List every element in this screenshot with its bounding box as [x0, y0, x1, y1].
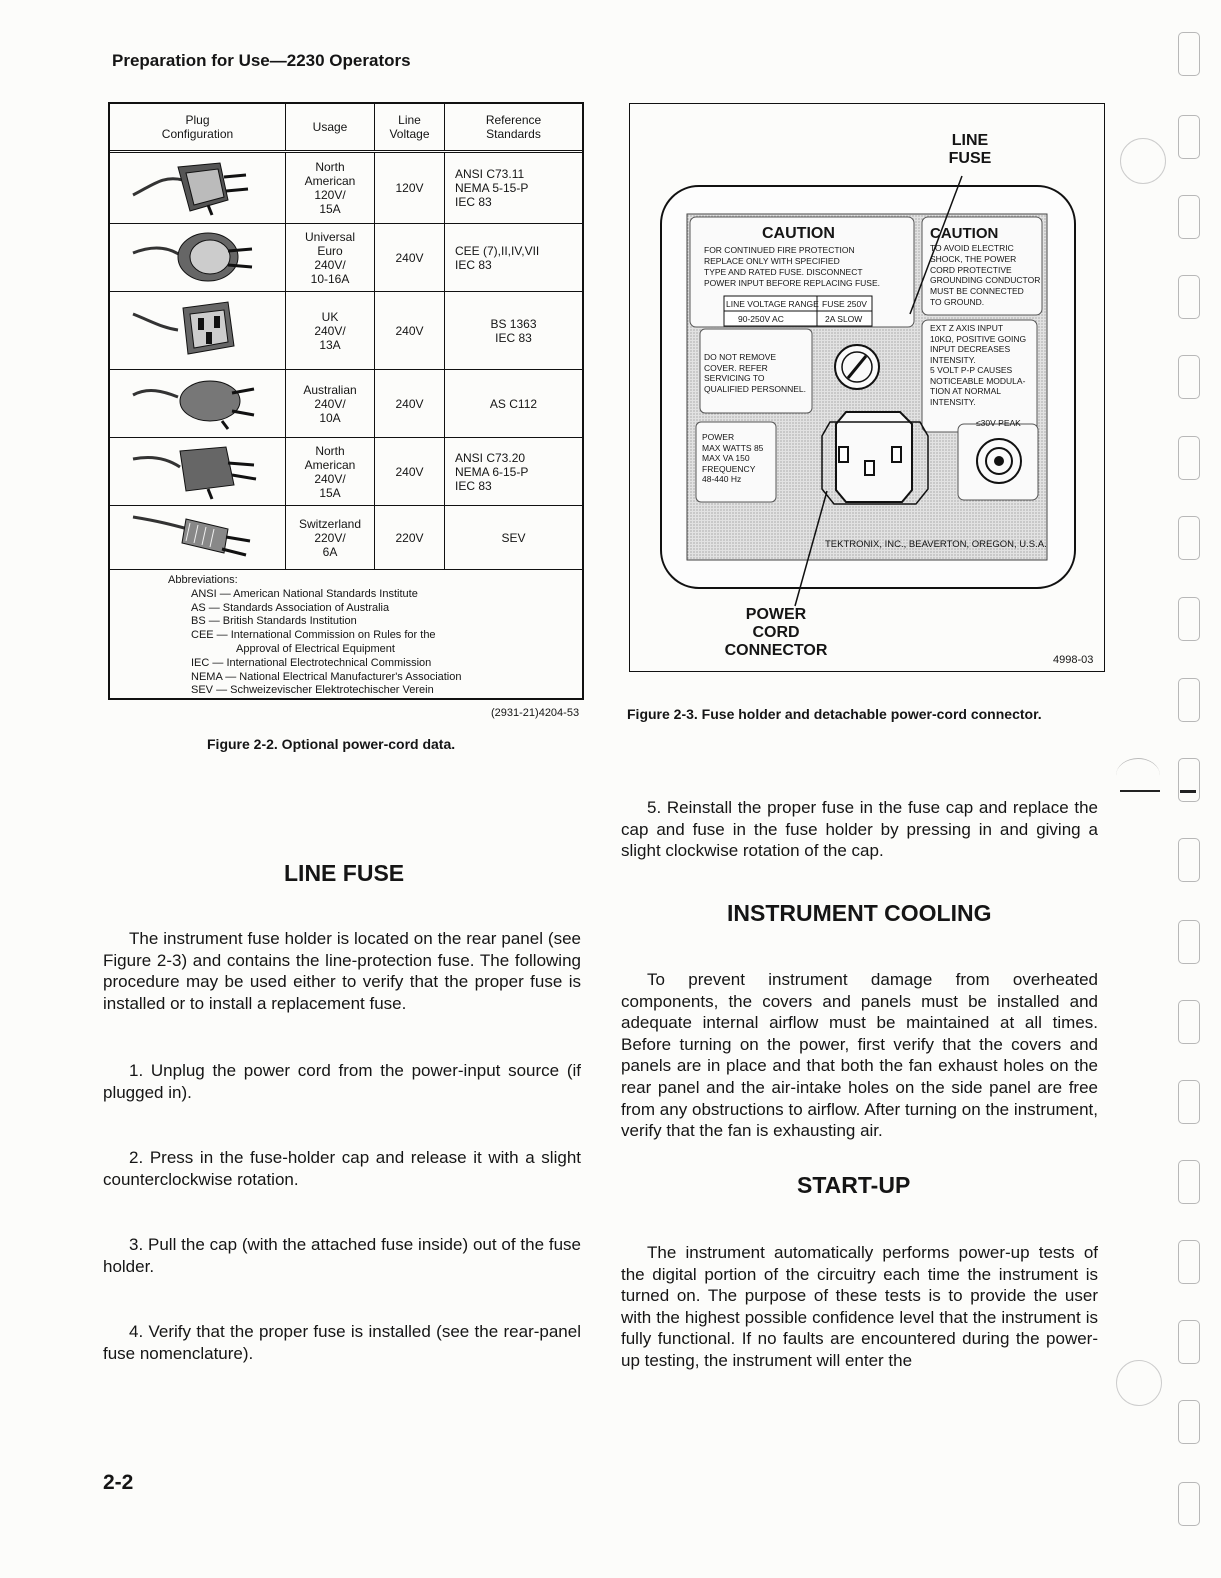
abbreviation-item: AS — Standards Association of Australia — [191, 601, 390, 614]
col-header-usage: Usage — [286, 104, 375, 152]
table-row — [110, 370, 582, 438]
power-rating-text: POWER MAX WATTS 85 MAX VA 150 FREQUENCY 48-440 Hz — [702, 432, 764, 484]
col-header-plug: Plug Configuration — [110, 104, 286, 152]
abbreviation-item: ANSI — American National Standards Institute — [191, 587, 418, 600]
usage-cell: Australian 240V/ 10A — [286, 370, 375, 438]
plug-image-north-american-240v — [110, 438, 286, 506]
table-row — [110, 224, 582, 292]
plug-image-uk — [110, 292, 286, 370]
abbreviation-item: SEV — Schweizevischer Elektrotechischer Verein — [191, 684, 434, 697]
page-number: 2-2 — [103, 1471, 134, 1494]
col-header-standards: Reference Standards — [445, 104, 583, 152]
figure-code: (2931-21)4204-53 — [491, 707, 580, 719]
table-row — [110, 152, 582, 224]
caution2-text: TO AVOID ELECTRIC SHOCK, THE POWER CORD PROTECTIVE GROUNDING CONDUCTOR MUST BE CONNECTED TO GROUND. — [930, 243, 1041, 307]
abbreviation-item: BS — British Standards Institution — [191, 615, 357, 628]
start-up-text: The instrument automatically performs power-up tests of the digital portion of the circuitry each time the instrument is turned on. The purpose of these tests is to provide the user with the highest possible confidence level that the instrument is fully functional. If no faults are encountered during the power-up testing, the instrument will enter the — [621, 1243, 1098, 1370]
abbreviation-item: NEMA — National Electrical Manufacturer's Association — [191, 670, 462, 683]
plug-image-australian — [110, 370, 286, 438]
step-5: 5. Reinstall the proper fuse in the fuse cap and replace the cap and fuse in the fuse holder by pressing in and giving a slight clockwise rotation of the cap. — [621, 798, 1098, 861]
peak-voltage: ≤30V PEAK — [976, 418, 1021, 428]
running-header: Preparation for Use—2230 Operators — [112, 51, 411, 70]
voltage-cell: 240V — [375, 224, 445, 292]
table-row — [110, 506, 582, 570]
manufacturer-text: TEKTRONIX, INC., BEAVERTON, OREGON, U.S.A. — [825, 539, 1047, 550]
step-1: 1. Unplug the power cord from the power-input source (if plugged in). — [103, 1061, 581, 1102]
caution-title: CAUTION — [762, 225, 835, 242]
table-row — [110, 438, 582, 506]
fuse-rating: FUSE 250V — [822, 299, 867, 309]
voltage-cell: 240V — [375, 438, 445, 506]
step-2: 2. Press in the fuse-holder cap and release it with a slight counterclockwise rotation. — [103, 1148, 581, 1189]
abbreviations — [168, 574, 462, 698]
voltage-value: 90-250V AC — [738, 314, 784, 324]
caution-text: FOR CONTINUED FIRE PROTECTION REPLACE ONLY WITH SPECIFIED TYPE AND RATED FUSE. DISCONNECT POWER INPUT BEFORE REPLACING FUSE. — [704, 245, 881, 288]
abbreviation-item: CEE — International Commission on Rules for the — [191, 629, 436, 642]
line-voltage-range: LINE VOLTAGE RANGE — [726, 299, 819, 309]
rear-panel-drawing — [630, 104, 1106, 673]
fuse-holder-figure — [629, 103, 1105, 672]
usage-cell: North American 240V/ 15A — [286, 438, 375, 506]
voltage-cell: 220V — [375, 506, 445, 570]
usage-cell: Switzerland 220V/ 6A — [286, 506, 375, 570]
abbreviation-item: Approval of Electrical Equipment — [236, 642, 395, 655]
caution2-title: CAUTION — [930, 225, 999, 242]
start-up-heading: START-UP — [797, 1172, 911, 1198]
power-cord-connector-label: POWER CORD CONNECTOR — [724, 606, 828, 659]
instrument-cooling-heading: INSTRUMENT COOLING — [727, 900, 992, 926]
standards-cell: SEV — [445, 506, 583, 570]
standards-cell: CEE (7),II,IV,VII IEC 83 — [445, 224, 583, 292]
plug-image-north-american-120v — [110, 152, 286, 224]
voltage-cell: 120V — [375, 152, 445, 224]
figure-caption: Figure 2-2. Optional power-cord data. — [207, 736, 456, 752]
voltage-cell: 240V — [375, 370, 445, 438]
voltage-cell: 240V — [375, 292, 445, 370]
power-cord-table — [108, 102, 584, 700]
standards-cell: ANSI C73.20 NEMA 6-15-P IEC 83 — [445, 438, 583, 506]
instrument-cooling-text: To prevent instrument damage from overheated components, the covers and panels must be installed and adequate internal airflow must be maintained at all times. Before turning on the power, first verify that the covers and panels are in place and that both the fan exhaust holes on the rear panel and the air-intake holes on the side panel are free from any obstructions to airflow. After turning on the instrument, verify that the fan is exhausting air. — [621, 970, 1098, 1141]
abbreviation-item: IEC — International Electrotechnical Commission — [191, 656, 432, 669]
plug-image-universal-euro — [110, 224, 286, 292]
step-4: 4. Verify that the proper fuse is installed (see the rear-panel fuse nomenclature). — [103, 1322, 581, 1363]
fuse-value: 2A SLOW — [825, 314, 863, 324]
abbreviations-title: Abbreviations: — [168, 574, 238, 586]
table-row — [110, 292, 582, 370]
figure-code: 4998-03 — [1053, 654, 1094, 666]
usage-cell: North American 120V/ 15A — [286, 152, 375, 224]
standards-cell: AS C112 — [445, 370, 583, 438]
standards-cell: ANSI C73.11 NEMA 5-15-P IEC 83 — [445, 152, 583, 224]
usage-cell: UK 240V/ 13A — [286, 292, 375, 370]
usage-cell: Universal Euro 240V/ 10-16A — [286, 224, 375, 292]
col-header-voltage: Line Voltage — [375, 104, 445, 152]
step-3: 3. Pull the cap (with the attached fuse inside) out of the fuse holder. — [103, 1235, 581, 1276]
do-not-remove-text: DO NOT REMOVE COVER. REFER SERVICING TO QUALIFIED PERSONNEL. — [704, 352, 807, 394]
figure-caption: Figure 2-3. Fuse holder and detachable power-cord connector. — [627, 706, 1042, 722]
standards-cell: BS 1363 IEC 83 — [445, 292, 583, 370]
plug-image-switzerland — [110, 506, 286, 570]
ext-z-text: EXT Z AXIS INPUT 10KΩ, POSITIVE GOING INPUT DECREASES INTENSITY. 5 VOLT P-P CAUSES NOTICEABLE MODULA- TION AT NORMAL INTENSITY. — [930, 323, 1027, 407]
line-fuse-heading: LINE FUSE — [284, 860, 405, 886]
line-fuse-label: LINE FUSE — [948, 132, 992, 167]
line-fuse-intro: The instrument fuse holder is located on the rear panel (see Figure 2-3) and contains the line-protection fuse. The following procedure may be used either to verify that the proper fuse is installed or to install a replacement fuse. — [103, 929, 581, 1013]
